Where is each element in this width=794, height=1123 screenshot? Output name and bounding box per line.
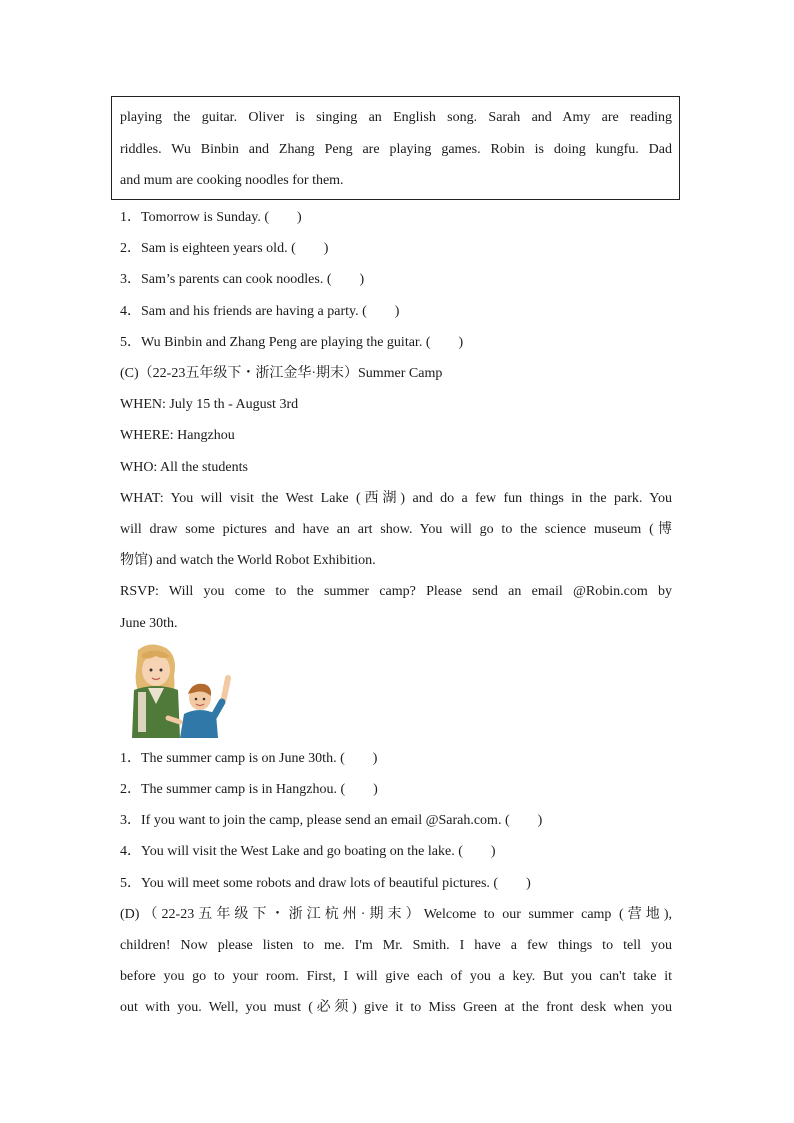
c-question-3: 3．If you want to join the camp, please send an email @Sarah.com. ( ): [120, 813, 543, 828]
camp-what-line-1: WHAT: You will visit the West Lake (西湖) and do a few fun things in the park. You: [120, 491, 672, 506]
camp-where: WHERE: Hangzhou: [120, 428, 235, 443]
camp-what-line-3: 物馆) and watch the World Robot Exhibition.: [120, 553, 376, 568]
section-c-header: (C)（22-23五年级下・浙江金华·期末）Summer Camp: [120, 366, 443, 381]
camp-what-line-2: will draw some pictures and have an art show. You will go to the science museum (博: [120, 522, 672, 537]
passage-line-2: riddles. Wu Binbin and Zhang Peng are playing games. Robin is doing kungfu. Dad: [120, 142, 672, 157]
camp-who: WHO: All the students: [120, 460, 248, 475]
section-d-line-3: before you go to your room. First, I will give each of you a key. But you can't take it: [120, 969, 672, 984]
b-question-4: 4．Sam and his friends are having a party. ( ): [120, 304, 400, 319]
b-question-1: 1．Tomorrow is Sunday. ( ): [120, 210, 302, 225]
c-question-1: 1．The summer camp is on June 30th. ( ): [120, 751, 378, 766]
children-illustration: [120, 642, 238, 738]
passage-line-3: and mum are cooking noodles for them.: [120, 173, 344, 188]
c-question-5: 5．You will meet some robots and draw lots of beautiful pictures. ( ): [120, 876, 531, 891]
section-d-line-2: children! Now please listen to me. I'm Mr. Smith. I have a few things to tell you: [120, 938, 672, 953]
b-question-5: 5．Wu Binbin and Zhang Peng are playing the guitar. ( ): [120, 335, 464, 350]
c-question-2: 2．The summer camp is in Hangzhou. ( ): [120, 782, 378, 797]
c-question-4: 4．You will visit the West Lake and go boating on the lake. ( ): [120, 844, 496, 859]
b-question-3: 3．Sam’s parents can cook noodles. ( ): [120, 272, 365, 287]
section-d-line-1: (D)（22-23五年级下・浙江杭州·期末）Welcome to our summer camp (营地),: [120, 907, 672, 922]
camp-when: WHEN: July 15 th - August 3rd: [120, 397, 299, 412]
camp-rsvp-line-2: June 30th.: [120, 616, 178, 631]
b-question-2: 2．Sam is eighteen years old. ( ): [120, 241, 329, 256]
passage-line-1: playing the guitar. Oliver is singing an English song. Sarah and Amy are reading: [120, 110, 672, 125]
section-d-line-4: out with you. Well, you must (必须) give it to Miss Green at the front desk when you: [120, 1000, 672, 1015]
camp-rsvp-line-1: RSVP: Will you come to the summer camp? Please send an email @Robin.com by: [120, 584, 672, 599]
